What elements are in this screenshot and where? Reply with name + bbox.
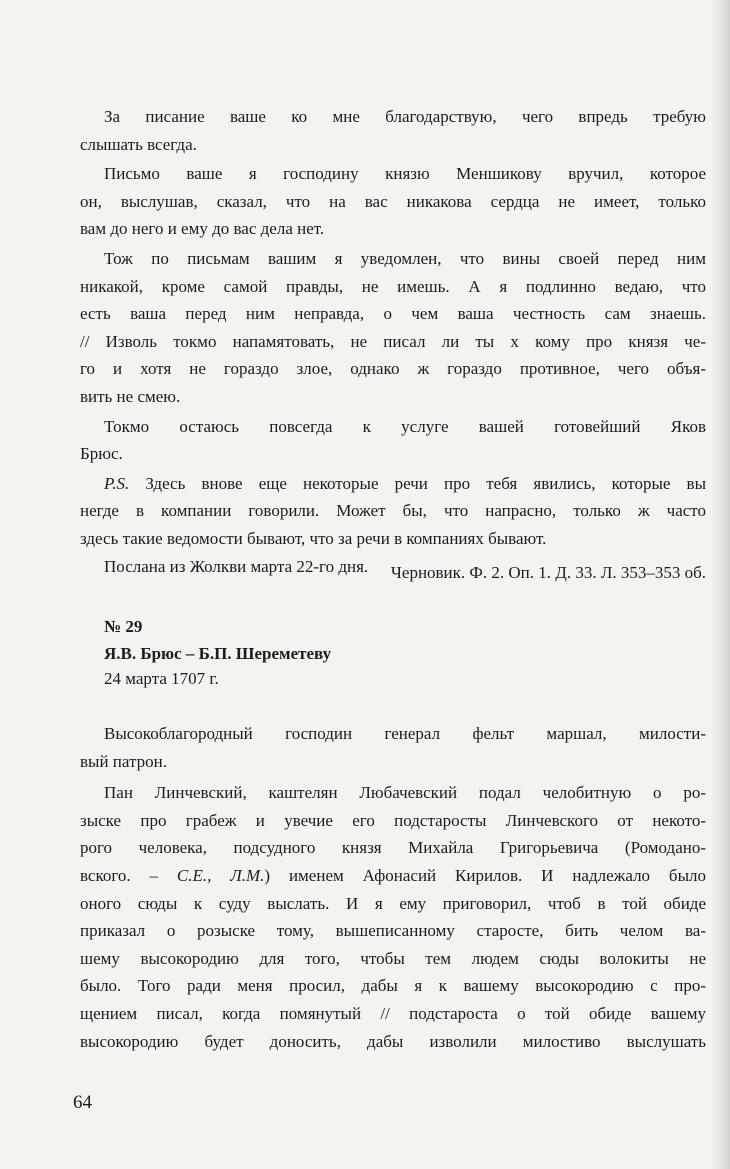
document-title: Я.В. Брюс – Б.П. Шереметеву <box>104 644 332 663</box>
text-line: приказал о розыске тому, вышеписанному старосте, бить челом ва- <box>80 921 706 941</box>
text-line: Токмо остаюсь повсегда к услуге вашей готовейший Яков <box>104 416 706 436</box>
paragraph <box>80 245 706 411</box>
text-fragment: ) именем Афонасий Кирилов. И надлежало было <box>264 865 706 885</box>
page-edge-shadow <box>712 0 730 1169</box>
text-line: го и хотя не гораздо злое, однако ж гораздо противное, чего объя- <box>80 359 706 379</box>
text-line: оного сюды к суду выслать. И я ему приговорил, чтоб в той обиде <box>80 893 706 913</box>
text-line: вый патрон. <box>80 751 167 771</box>
text-line: негде в компании говорили. Может бы, что напрасно, только ж часто <box>80 501 706 521</box>
text-line: вам до него и ему до вас дела нет. <box>80 219 325 239</box>
paragraph <box>80 720 706 775</box>
text-line: слышать всегда. <box>80 134 197 154</box>
text-line: рого человека, подсудного князя Михайла Григорьевича (Ромодано- <box>80 838 706 858</box>
paragraph <box>80 160 706 243</box>
text-line: шему высокородию для того, чтобы тем людем сюды волокиты не <box>80 948 706 968</box>
text-line: // Изволь токмо напамятовать, не писал ли ты х кому про князя че- <box>80 331 706 351</box>
text-line: Пан Линчевский, каштелян Любачевский подал челобитную о ро- <box>104 783 706 803</box>
text-line: высокородию будет доносить, дабы изволили милостиво выслушать <box>80 1031 706 1051</box>
letter29-body <box>80 720 706 1055</box>
text-line: он, выслушав, сказал, что на вас никакова сердца не имеет, только <box>80 191 706 211</box>
text-fragment: вского. – <box>80 865 177 885</box>
text-line: вить не смею. <box>80 386 181 406</box>
text-line: Письмо ваше я господину князю Меншикову вручил, которое <box>104 164 706 184</box>
ps-label: P.S. <box>104 473 130 493</box>
text-line: зыске про грабеж и увечие его подстаросты Линчевского от некото- <box>80 810 706 830</box>
text-line <box>104 470 706 498</box>
paragraph <box>80 779 706 1055</box>
archive-reference: Черновик. Ф. 2. Оп. 1. Д. 33. Л. 353–353 об. <box>390 563 706 582</box>
document-number: № 29 <box>104 617 143 636</box>
text-line: Высокоблагородный господин генерал фельт маршал, милости- <box>104 724 706 743</box>
text-line: Послана из Жолкви марта 22-го дня. <box>104 556 369 576</box>
page-number: 64 <box>73 1092 92 1113</box>
text-line <box>80 862 706 890</box>
text-line: За писание ваше ко мне благодарствую, чего впредь требую <box>104 107 706 126</box>
paragraph <box>80 413 706 468</box>
text-line: щением писал, когда помянутый // подстароста о той обиде вашему <box>80 1003 706 1023</box>
paragraph-ps <box>80 470 706 553</box>
text-line: Тож по письмам вашим я уведомлен, что вины своей перед ним <box>104 248 706 268</box>
text-line: было. Того ради меня просил, дабы я к вашему высокородию с про- <box>80 976 706 996</box>
document-date: 24 марта 1707 г. <box>104 669 219 688</box>
text-line: Брюс. <box>80 444 123 464</box>
text-line: здесь такие ведомости бывают, что за речи в компаниях бывают. <box>80 528 547 548</box>
text-line: есть ваша перед ним неправда, о чем ваша честность сам знаешь. <box>80 304 706 324</box>
text-fragment: Здесь внове еще некоторые речи про тебя явились, которые вы <box>129 473 706 493</box>
editor-initials: С.Е., Л.М. <box>176 865 265 885</box>
text-line: никакой, кроме самой правды, не имешь. А я подлинно ведаю, что <box>80 276 706 296</box>
letter28-body <box>80 103 706 580</box>
paragraph <box>80 103 706 158</box>
